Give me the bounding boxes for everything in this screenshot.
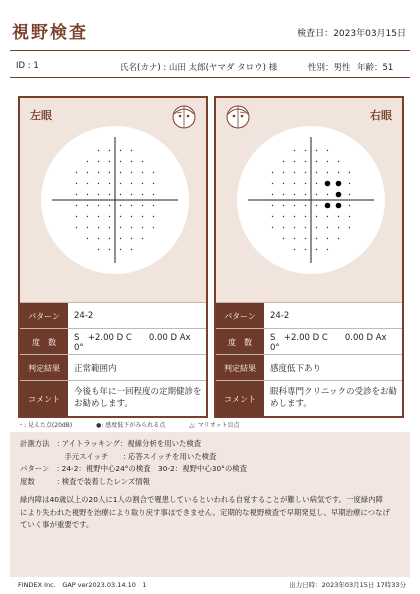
test-point bbox=[305, 238, 306, 239]
right-pattern-value: 24-2 bbox=[270, 311, 290, 321]
test-point bbox=[283, 238, 284, 239]
left-pattern-row bbox=[20, 302, 206, 329]
note-method: 計測方法 : アイトラッキング：視線分析を用いた検査 bbox=[20, 439, 202, 448]
test-point bbox=[327, 216, 328, 217]
test-point bbox=[283, 183, 284, 184]
test-point bbox=[294, 216, 295, 217]
test-point bbox=[305, 150, 306, 151]
test-point bbox=[327, 150, 328, 151]
test-point bbox=[327, 249, 328, 250]
test-point bbox=[142, 194, 143, 195]
test-point bbox=[98, 161, 99, 162]
test-point bbox=[87, 216, 88, 217]
patient-sex-label: 性別： bbox=[308, 63, 334, 73]
test-point bbox=[131, 216, 132, 217]
right-power-value: S +2.00 D C 0.00 D Ax 0° bbox=[270, 333, 404, 353]
test-point bbox=[98, 238, 99, 239]
test-point bbox=[131, 172, 132, 173]
test-point bbox=[316, 238, 317, 239]
test-point bbox=[316, 172, 317, 173]
test-point bbox=[120, 249, 121, 250]
test-point bbox=[142, 216, 143, 217]
test-point bbox=[272, 216, 273, 217]
test-point bbox=[87, 238, 88, 239]
right-eye-label: 右眼 bbox=[370, 109, 392, 122]
test-point bbox=[76, 194, 77, 195]
test-point bbox=[305, 205, 306, 206]
test-point bbox=[153, 194, 154, 195]
test-point bbox=[120, 172, 121, 173]
test-point bbox=[98, 172, 99, 173]
test-point bbox=[142, 205, 143, 206]
test-point bbox=[131, 205, 132, 206]
reduced-sensitivity-point bbox=[325, 181, 331, 187]
test-point bbox=[98, 205, 99, 206]
test-point bbox=[76, 205, 77, 206]
note-switch: 手元スイッチ : 応答スイッチを用いた検査 bbox=[20, 451, 217, 461]
test-point bbox=[76, 227, 77, 228]
right-power-label: 度 数 bbox=[216, 329, 264, 355]
test-point bbox=[120, 194, 121, 195]
test-point bbox=[109, 183, 110, 184]
test-point bbox=[294, 172, 295, 173]
patient-sex bbox=[308, 61, 351, 73]
test-point bbox=[294, 150, 295, 151]
right-comment-row bbox=[216, 380, 402, 417]
test-point bbox=[283, 161, 284, 162]
page-title: 視野検査 bbox=[12, 23, 88, 43]
test-point bbox=[327, 238, 328, 239]
test-point bbox=[98, 249, 99, 250]
patient-name-label: 氏名(カナ) : bbox=[120, 63, 169, 73]
exam-date-value: 2023年03月15日 bbox=[333, 29, 406, 39]
test-point bbox=[98, 227, 99, 228]
test-point bbox=[272, 227, 273, 228]
test-point bbox=[305, 194, 306, 195]
test-point bbox=[349, 216, 350, 217]
patient-name-value: 山田 太郎(ヤマダ タロウ) 様 bbox=[168, 63, 278, 73]
test-point bbox=[131, 227, 132, 228]
exam-date bbox=[297, 26, 406, 39]
test-point bbox=[142, 238, 143, 239]
left-result-row bbox=[20, 354, 206, 381]
test-point bbox=[305, 227, 306, 228]
test-point bbox=[338, 161, 339, 162]
test-point bbox=[109, 238, 110, 239]
patient-name bbox=[120, 61, 277, 73]
test-point bbox=[142, 161, 143, 162]
test-point bbox=[327, 172, 328, 173]
test-point bbox=[305, 249, 306, 250]
left-result-label: 判定結果 bbox=[20, 355, 68, 381]
test-point bbox=[98, 183, 99, 184]
test-point bbox=[283, 194, 284, 195]
test-point bbox=[349, 194, 350, 195]
legend-seen: ・: 見えた点(20dB) bbox=[18, 422, 73, 429]
test-point bbox=[120, 216, 121, 217]
reduced-sensitivity-point bbox=[336, 203, 342, 209]
test-point bbox=[87, 205, 88, 206]
reduced-sensitivity-point bbox=[336, 192, 342, 198]
left-pattern-value: 24-2 bbox=[74, 311, 94, 321]
field-legend bbox=[18, 420, 240, 429]
patient-id-label: ID : bbox=[16, 61, 34, 71]
test-point bbox=[120, 161, 121, 162]
test-point bbox=[98, 194, 99, 195]
test-point bbox=[316, 183, 317, 184]
test-point bbox=[272, 172, 273, 173]
test-point bbox=[120, 205, 121, 206]
test-point bbox=[98, 216, 99, 217]
right-pattern-label: パターン bbox=[216, 303, 264, 329]
test-point bbox=[338, 238, 339, 239]
test-point bbox=[87, 161, 88, 162]
test-point bbox=[142, 172, 143, 173]
test-point bbox=[153, 172, 154, 173]
test-point bbox=[349, 205, 350, 206]
test-point bbox=[109, 205, 110, 206]
test-point bbox=[153, 216, 154, 217]
test-point bbox=[109, 216, 110, 217]
note-power: 度数 : 検査で装着したレンズ情報 bbox=[20, 476, 151, 486]
test-point bbox=[283, 205, 284, 206]
test-point bbox=[142, 227, 143, 228]
note-paragraph-1: 緑内障は40歳以上の20人に1人の割合で罹患しているといわれる自覚することが難しい病気です。一度緑内障 bbox=[20, 495, 383, 504]
test-point bbox=[87, 194, 88, 195]
test-point bbox=[98, 150, 99, 151]
exam-date-label: 検査日： bbox=[297, 29, 334, 39]
test-point bbox=[109, 172, 110, 173]
test-point bbox=[76, 216, 77, 217]
test-point bbox=[109, 227, 110, 228]
test-point bbox=[109, 161, 110, 162]
right-eye-panel bbox=[214, 96, 404, 418]
test-point bbox=[153, 205, 154, 206]
left-comment-value: 今後も年に一回程度の定期健診をお勧めします。 bbox=[74, 387, 202, 409]
test-point bbox=[316, 194, 317, 195]
legend-blind-spot: △: マリオット盲点 bbox=[189, 422, 240, 429]
left-power-label: 度 数 bbox=[20, 329, 68, 355]
left-eye-field-area bbox=[20, 98, 206, 302]
reduced-sensitivity-point bbox=[325, 203, 331, 209]
note-paragraph-3: ていく事が重要です。 bbox=[20, 520, 94, 529]
test-point bbox=[87, 172, 88, 173]
test-point bbox=[316, 227, 317, 228]
patient-id bbox=[16, 61, 39, 71]
test-point bbox=[87, 227, 88, 228]
right-comment-label: コメント bbox=[216, 381, 264, 417]
test-point bbox=[316, 161, 317, 162]
test-point bbox=[338, 227, 339, 228]
patient-id-value: 1 bbox=[33, 61, 39, 71]
notes-definitions bbox=[20, 438, 247, 488]
test-point bbox=[327, 227, 328, 228]
left-result-value: 正常範囲内 bbox=[74, 364, 117, 374]
note-pattern: パターン : 24-2：視野中心24°の検査 30-2：視野中心30°の検査 bbox=[20, 464, 248, 473]
test-point bbox=[349, 172, 350, 173]
right-pattern-row bbox=[216, 302, 402, 329]
test-point bbox=[131, 161, 132, 162]
test-point bbox=[283, 227, 284, 228]
patient-age-value: 51 bbox=[382, 63, 394, 73]
test-point bbox=[349, 227, 350, 228]
test-point bbox=[131, 249, 132, 250]
test-point bbox=[294, 205, 295, 206]
right-power-row bbox=[216, 328, 402, 355]
test-point bbox=[120, 150, 121, 151]
header-divider bbox=[10, 50, 410, 51]
test-point bbox=[109, 150, 110, 151]
test-point bbox=[338, 216, 339, 217]
test-point bbox=[87, 183, 88, 184]
test-point bbox=[153, 227, 154, 228]
test-point bbox=[316, 150, 317, 151]
right-result-row bbox=[216, 354, 402, 381]
legend-reduced: ●: 感度低下がみられる点 bbox=[96, 422, 166, 429]
left-eye-label: 左眼 bbox=[30, 109, 52, 122]
test-point bbox=[283, 172, 284, 173]
test-point bbox=[142, 183, 143, 184]
footer-output-date: 出力日時：2023年03月15日 17時33分 bbox=[289, 581, 406, 589]
patient-age bbox=[357, 61, 393, 73]
left-power-value: S +2.00 D C 0.00 D Ax 0° bbox=[74, 333, 208, 353]
left-eye-panel bbox=[18, 96, 208, 418]
test-point bbox=[294, 227, 295, 228]
test-point bbox=[109, 249, 110, 250]
test-point bbox=[316, 216, 317, 217]
left-eye-visual-field bbox=[41, 126, 189, 274]
test-point bbox=[153, 183, 154, 184]
note-paragraph-2: により失われた視野を治療により取り戻す事はできません。定期的な視野検査で早期発見し、早期治療につなげ bbox=[20, 507, 390, 517]
test-point bbox=[316, 205, 317, 206]
test-point bbox=[305, 216, 306, 217]
notes-box bbox=[10, 432, 410, 577]
right-result-label: 判定結果 bbox=[216, 355, 264, 381]
test-point bbox=[327, 161, 328, 162]
test-point bbox=[272, 205, 273, 206]
patient-age-label: 年齢： bbox=[357, 63, 383, 73]
test-point bbox=[131, 183, 132, 184]
test-point bbox=[120, 183, 121, 184]
test-point bbox=[283, 216, 284, 217]
footer-version: FINDEX Inc. GAP ver2023.03.14.10 1 bbox=[18, 581, 147, 589]
test-point bbox=[294, 161, 295, 162]
test-point bbox=[131, 150, 132, 151]
right-eye-field-area bbox=[216, 98, 402, 302]
right-comment-value: 眼科専門クリニックの受診をお勧めします。 bbox=[270, 387, 397, 409]
left-comment-label: コメント bbox=[20, 381, 68, 417]
reduced-sensitivity-point bbox=[336, 181, 342, 187]
notes-glaucoma-text bbox=[20, 494, 402, 532]
test-point bbox=[120, 227, 121, 228]
test-point bbox=[316, 249, 317, 250]
test-point bbox=[76, 183, 77, 184]
test-point bbox=[305, 183, 306, 184]
test-point bbox=[305, 172, 306, 173]
test-point bbox=[131, 194, 132, 195]
test-point bbox=[109, 194, 110, 195]
test-point bbox=[294, 249, 295, 250]
info-divider bbox=[10, 77, 410, 78]
test-point bbox=[294, 183, 295, 184]
left-pattern-label: パターン bbox=[20, 303, 68, 329]
test-point bbox=[76, 172, 77, 173]
patient-sex-value: 男性 bbox=[333, 63, 351, 73]
test-point bbox=[338, 172, 339, 173]
test-point bbox=[272, 183, 273, 184]
test-point bbox=[349, 183, 350, 184]
test-point bbox=[294, 194, 295, 195]
test-point bbox=[305, 161, 306, 162]
test-point bbox=[294, 238, 295, 239]
test-point bbox=[131, 238, 132, 239]
left-power-row bbox=[20, 328, 206, 355]
right-eye-visual-field bbox=[237, 126, 385, 274]
test-point bbox=[120, 238, 121, 239]
right-result-value: 感度低下あり bbox=[270, 364, 322, 374]
test-point bbox=[327, 194, 328, 195]
left-comment-row bbox=[20, 380, 206, 417]
test-point bbox=[272, 194, 273, 195]
